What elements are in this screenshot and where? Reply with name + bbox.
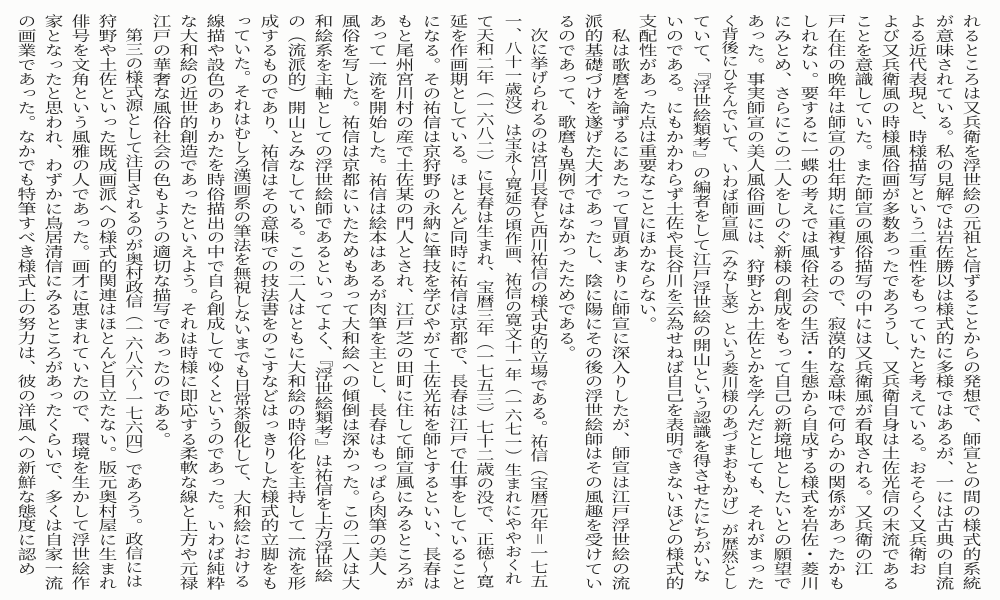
text-column: にみとめ、さらにこの二人をしのぐ新様の創成をもって自己の新境地としたいとの願望で [770,14,792,590]
text-column: っていた。それはむしろ漢画系の筆法を無視しないまでも日常茶飯化して、大和絵における [230,14,252,588]
text-column: もと尾州宮川村の産で土佐某の門人とされ、江戸芝の田町に住して師宣風にみるところが [392,14,414,590]
text-column: 線描や設色のありかたを時俗描出の中で自ら創成してゆくというのであった。いわば純粋 [203,14,225,590]
text-column: 第三の様式源として注目されるのが奥村政信（一六八六～一七六四）であろう。政信には [122,14,144,588]
text-column: 和絵系を主軸としての浮世絵師であるといってよく、『浮世絵類考』は祐信を上方浮世絵 [311,14,333,583]
text-column: いのである。にもかかわらず土佐や長谷川を云為せねば自己を表明できないほどの様式的 [662,14,684,590]
text-column: ことを意識していた。また師宣の風俗描写の中には又兵衛風が看取される。又兵衛の江 [851,14,873,576]
text-column: な大和絵の近世的創造であったといえよう。それは時様に即応する柔軟な線と上方や元禄 [176,14,198,590]
text-column: あって一流を開始した。祐信は絵本はあるが肉筆を主とし、長春はもっぱら肉筆の美人 [365,14,387,576]
text-column: 狩野や土佐といった既成画派への様式的関連はほとんど目立たない。版元奥村屋に生まれ [95,14,117,590]
text-column: れるところは又兵衛を浮世絵の元祖と信ずることからの発想で、師宣との間の様式的系統 [959,14,981,590]
text-column: 一、八十一歳没）は宝永～寛延の頃作画、祐信の寛文十一年（一六七一）生まれにややおくれ [500,14,522,586]
text-column: の画業であった。なかでも特筆すべき様式上の努力は、彼の洋風への新鮮な態度に認め [14,14,36,576]
text-column: よる近代表現と、時様描写という二重性をもっていたと考えている。おそらく又兵衛お [905,14,927,576]
text-column: 私は歌麿を論ずるにあたって冒頭あまりに師宣に深入りしたが、師宣は江戸浮世絵の流 [608,14,630,590]
text-column: になる。その祐信は京狩野の永納に筆技を学びやがて土佐光祐を師とするといい、長春は [419,14,441,590]
text-column: の（流派的）開山とみなしている。この二人はともに大和絵の時俗化を主持して一流を形 [284,14,306,590]
text-column: るのであって、歌麿も異例ではなかったためである。 [554,14,576,360]
text-column: 次に挙げられるのは宮川長春と西川祐信の様式史的立場である。祐信（宝暦元年＝一七五 [527,14,549,588]
text-column: 成するものであり、祐信はその意味での技法書をのこすなどはっきりした様式的立脚をも [257,14,279,590]
text-column: 俳号を文角という風雅の人であった。画才に恵まれていたので、環境を生かして浮世絵作 [68,14,90,590]
text-column: 延を作画期としている。ほとんど同時に祐信は京都で、長春は江戸で仕事をしていること [446,14,468,590]
text-column: が意味されている。私の見解では岩佐勝以は様式的に多様ではあるが、一には古典の自流 [932,14,954,590]
vertical-text-body [15,14,980,592]
text-column: 戸在住の晩年は師宣の壮年期に重複するので、寂漠的な意味で何らかの関係があったかも [824,14,846,590]
text-column: しれない。要するに一蝶の考えでは風俗社会の生活・生態から自成する様式を岩佐・菱川 [797,14,819,590]
text-column: あった。事実師宣の美人風俗画には、狩野とか土佐とかを学んだとしても、それがまった [743,14,765,590]
text-column: よび又兵衛風の時様風俗画が多数あったであろうし、又兵衛自身は土佐光信の末流である [878,14,900,590]
text-column: く背後にひそんでいて、いわば師宣風（みなし菜）という菱川様のあづまおもかげ）が歴然とし [717,14,738,591]
text-column: 家となったと思われ、わずかに鳥居清信にみるところがあったくらいで、多くは自家一流 [41,14,63,590]
text-column: 派的基礎づけを遂げた大才であったし、陰に陽にその後の浮世絵師はその風趣を受けてい [581,14,603,590]
text-column: て天和二年（一六八二）に長春は生まれ、宝暦三年（一七五三）七十二歳の没で、正徳～寛 [473,14,495,588]
text-column: 江戸の華奢な風俗社会の色もようの適切な描写であったのである。 [149,14,171,446]
text-column: ていて、『浮世絵類考』の編者をして江戸浮世絵の開山という認識を得させたにちがいな [689,14,711,583]
text-column: 風俗を写した。祐信は京都にいたためもあって大和絵への傾倒は深かった。この二人は大 [338,14,360,590]
text-column: 支配性があった点は重要なことにほかならない。 [635,14,657,331]
